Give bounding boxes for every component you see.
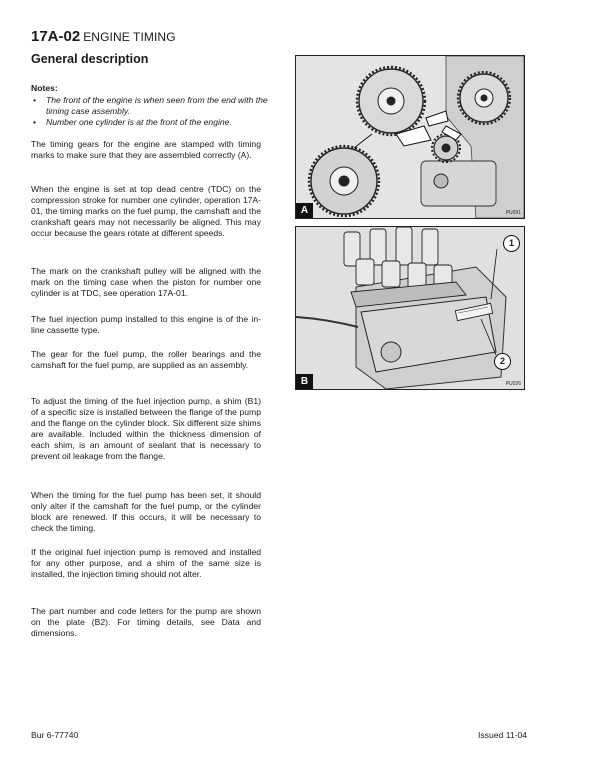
figure-code: PU091 [505, 210, 521, 216]
footer-issue-date: Issued 11-04 [478, 730, 528, 740]
note-item: • The front of the engine is when seen from the end with the timing case assembly. [33, 95, 268, 116]
callout-1: 1 [503, 235, 520, 252]
bullet-icon: • [33, 95, 37, 105]
paragraph-pump-gear: The gear for the fuel pump, the roller bearings and the camshaft for the fuel pump, are supplied as an assembly. [31, 349, 261, 370]
page-header [31, 28, 176, 46]
paragraph-timing-gears: The timing gears for the engine are stamped with timing marks to make sure that they are assembled correctly (A). [31, 139, 261, 160]
timing-gears-illustration [296, 56, 524, 218]
figure-code: PU026 [505, 381, 521, 387]
figure-letter: A [296, 203, 313, 218]
paragraph-timing-set: When the timing for the fuel pump has been set, it should only alter if the camshaft for the fuel pump, or the cylinder block are renewed. If this occurs, it will be necessary to check the timing. [31, 490, 261, 533]
paragraph-shim: To adjust the timing of the fuel injection pump, a shim (B1) of a specific size is installed between the flange of the pump and the flange on the cylinder block. Six different size shims are available. Included within the thickness dimension of each shim, is an amount of sealant that is necessary to prevent oil leakage from the flange. [31, 396, 261, 461]
callout-2: 2 [494, 353, 511, 370]
figure-letter: B [296, 374, 313, 389]
page-subtitle: General description [31, 52, 149, 66]
bullet-icon: • [33, 117, 37, 127]
footer-publication-number: Bur 6-77740 [31, 730, 79, 740]
note-item: • Number one cylinder is at the front of the engine. [33, 117, 232, 127]
notes-list [31, 95, 273, 128]
paragraph-crankshaft-pulley: The mark on the crankshaft pulley will be aligned with the mark on the timing case when the piston for number one cylinder is at TDC, see operation 17A-01. [31, 266, 261, 298]
fuel-pump-illustration [296, 227, 524, 389]
section-title: ENGINE TIMING [83, 30, 176, 44]
paragraph-part-number: The part number and code letters for the pump are shown on the plate (B2). For timing details, see Data and dimensions. [31, 606, 261, 638]
paragraph-tdc: When the engine is set at top dead centre (TDC) on the compression stroke for number one cylinder, operation 17A-01, the timing marks on the fuel pump, the camshaft and the crankshaft gears may not necessarily be aligned. This may occur because the gears rotate at different speeds. [31, 184, 261, 238]
figure-a-timing-gears [295, 55, 525, 219]
notes-label: Notes: [31, 83, 58, 93]
figure-b-fuel-pump [295, 226, 525, 390]
paragraph-pump-type: The fuel injection pump installed to this engine is of the in-line cassette type. [31, 314, 261, 335]
paragraph-original-pump: If the original fuel injection pump is removed and installed for any other purpose, and a shim of the same size is installed, the injection timing should not alter. [31, 547, 261, 579]
section-number: 17A-02 [31, 28, 81, 45]
injector-pipes [344, 227, 452, 291]
